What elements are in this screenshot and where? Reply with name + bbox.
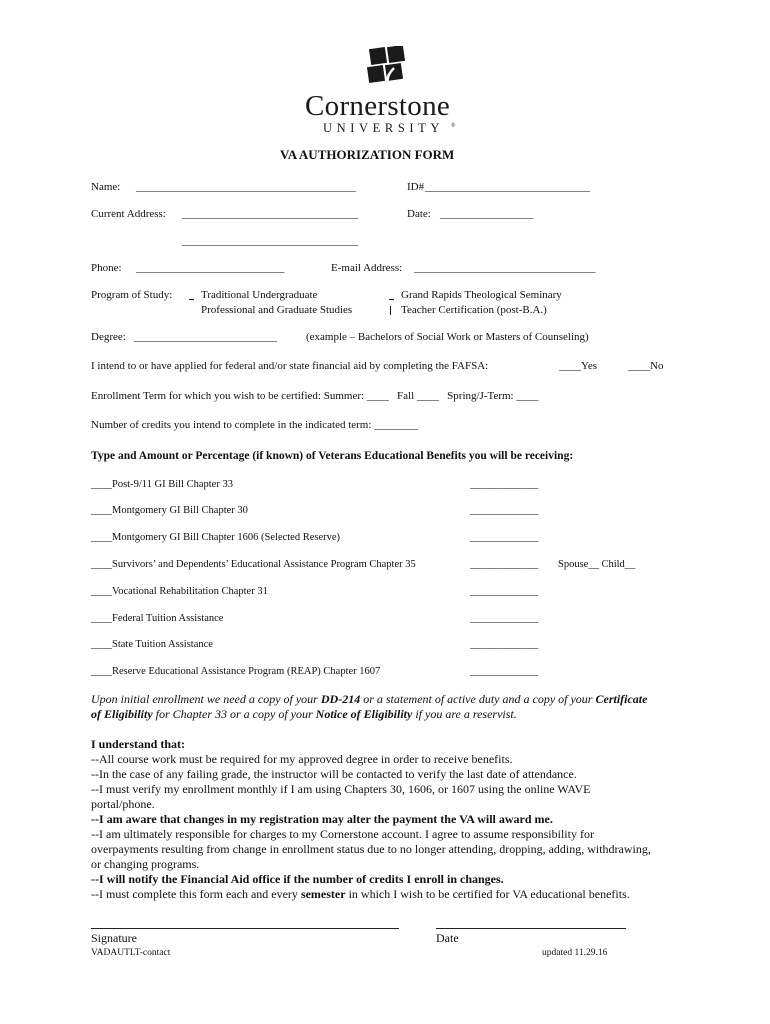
program-label: Program of Study: [91, 289, 173, 301]
benefit-amount-field[interactable]: _____________ [470, 666, 539, 677]
program-option-seminary-checkbox[interactable] [389, 299, 394, 300]
date-label: Date: [407, 208, 431, 220]
phone-label: Phone: [91, 262, 122, 274]
name-label: Name: [91, 181, 121, 193]
benefit-amount-field[interactable]: _____________ [470, 479, 539, 490]
degree-field[interactable]: __________________________ [134, 331, 277, 343]
acknowledgements-heading: I understand that: [91, 737, 186, 751]
address-field-line-2[interactable]: ________________________________ [182, 235, 358, 247]
form-code: VADAUTLT-contact [91, 948, 171, 958]
benefit-item[interactable]: ____Vocational Rehabilitation Chapter 31 [91, 586, 268, 597]
phone-field[interactable]: ___________________________ [136, 262, 285, 274]
benefits-heading: Type and Amount or Percentage (if known) of Veterans Educational Benefits you will be receiving: [91, 450, 574, 462]
program-option-teacher[interactable]: Teacher Certification (post-B.A.) [401, 304, 547, 316]
logo-wordmark: Cornerstone [305, 90, 451, 122]
benefit-item[interactable]: ____Federal Tuition Assistance [91, 613, 224, 624]
program-option-teacher-checkbox[interactable] [390, 306, 391, 315]
benefit-item[interactable]: ____Reserve Educational Assistance Program (REAP) Chapter 1607 [91, 666, 381, 677]
benefit-item[interactable]: ____Montgomery GI Bill Chapter 30 [91, 505, 248, 516]
program-option-pgs[interactable]: Professional and Graduate Studies [201, 304, 353, 316]
benefit-item[interactable]: ____Post-9/11 GI Bill Chapter 33 [91, 479, 233, 490]
credits-field[interactable]: Number of credits you intend to complete in the indicated term: ________ [91, 419, 419, 431]
id-field[interactable]: ______________________________ [425, 181, 590, 193]
cornerstone-logo-mark [362, 46, 412, 94]
degree-label: Degree: [91, 331, 126, 343]
updated-date: updated 11.29.16 [542, 948, 608, 958]
fafsa-question: I intend to or have applied for federal and/or state financial aid by completing the FAFSA: [91, 360, 489, 372]
benefit-item[interactable]: ____Montgomery GI Bill Chapter 1606 (Selected Reserve) [91, 532, 341, 543]
address-label: Current Address: [91, 208, 166, 220]
benefit-item[interactable]: ____State Tuition Assistance [91, 639, 213, 650]
date-signed-line[interactable] [436, 928, 626, 929]
benefit-item[interactable]: ____Survivors’ and Dependents’ Educational Assistance Program Chapter 35 [91, 559, 416, 570]
program-option-undergrad-checkbox[interactable] [189, 299, 194, 300]
logo-subword: UNIVERSITY [323, 121, 444, 135]
program-option-undergrad[interactable]: Traditional Undergraduate [201, 289, 318, 301]
address-field[interactable]: ________________________________ [182, 208, 358, 220]
benefit-amount-field[interactable]: _____________ [470, 532, 539, 543]
enrollment-term[interactable]: Enrollment Term for which you wish to be certified: Summer: ____ Fall ____ Spring/J-Term: ____ [91, 390, 539, 402]
benefit-amount-field[interactable]: _____________ [470, 613, 539, 624]
eligibility-notice: Upon initial enrollment we need a copy of your DD-214 or a statement of active duty and a copy of your Certificate of Eligibility for Chapter 33 or a copy of your Notice of Eligibility if you are a reservist. [91, 692, 648, 721]
id-label: ID# [407, 181, 425, 193]
fafsa-yes-option[interactable]: ____Yes [559, 360, 598, 372]
degree-example: (example – Bachelors of Social Work or Masters of Counseling) [306, 331, 589, 343]
benefit-amount-field[interactable]: _____________ [470, 505, 539, 516]
email-field[interactable]: _________________________________ [414, 262, 596, 274]
signature-label: Signature [91, 931, 137, 945]
benefit-amount-field[interactable]: _____________ [470, 559, 539, 570]
signature-line[interactable] [91, 928, 399, 929]
date-signed-label: Date [436, 931, 459, 945]
benefit-amount-field[interactable]: _____________ [470, 586, 539, 597]
date-field[interactable]: _________________ [440, 208, 534, 220]
benefit-amount-field[interactable]: _____________ [470, 639, 539, 650]
program-option-seminary[interactable]: Grand Rapids Theological Seminary [401, 289, 562, 301]
email-label: E-mail Address: [331, 262, 403, 274]
acknowledgements: I understand that: --All course work must be required for my approved degree in order to receive benefits. --In the case of any failing grade, the instructor will be contacted to verify the last date of attendance. --I must verify my enrollment monthly if I am using Chapters 30, 1606, or 1607 using the online WAVE portal/phone. --I am aware that changes in my registration may alter the payment the VA will award me. --I am ultimately responsible for charges to my Cornerstone account. I agree to assume responsibility for overpayments resulting from change in enrollment status due to no longer attending, dropping, adding, withdrawing, or changing programs. --I will notify the Financial Aid office if the number of credits I enroll in changes. --I must complete this form each and every semester in which I wish to be certified for VA educational benefits. [91, 737, 651, 901]
name-field[interactable]: ________________________________________ [136, 181, 356, 193]
spouse-child-option[interactable]: Spouse__ Child__ [558, 559, 636, 570]
logo-registered-mark: ® [451, 123, 456, 129]
fafsa-no-option[interactable]: ____No [628, 360, 664, 372]
form-title: VA AUTHORIZATION FORM [280, 147, 455, 162]
